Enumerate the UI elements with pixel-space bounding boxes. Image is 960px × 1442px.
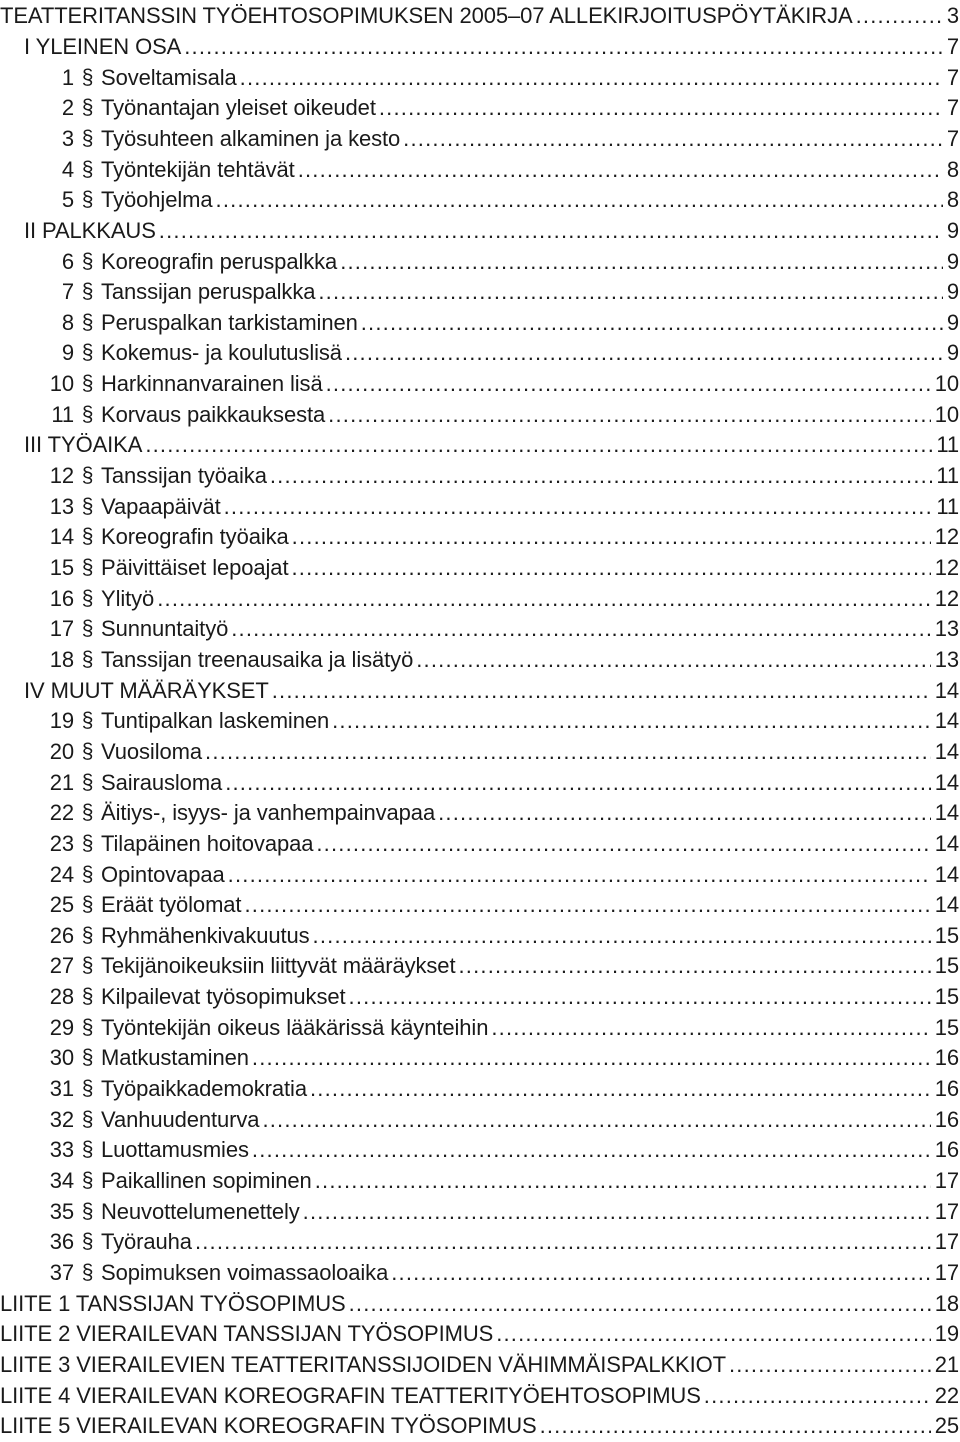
toc-entry-title: Kilpailevat työsopimukset [101, 984, 346, 1010]
section-number: 23 [49, 830, 74, 856]
toc-entry-title: Matkustaminen [101, 1045, 249, 1071]
dot-leader [403, 126, 943, 152]
toc-entry-section[interactable] [0, 1166, 959, 1197]
dot-leader [391, 1260, 931, 1286]
section-sign: § [81, 1260, 94, 1284]
page-number: 13 [934, 646, 959, 672]
toc-entry-title: I YLEINEN OSA [24, 33, 182, 59]
dot-leader [224, 494, 933, 520]
dot-leader [313, 923, 931, 949]
toc-entry-title: Opintovapaa [101, 861, 225, 887]
toc-entry-section[interactable] [0, 185, 959, 216]
page-number: 14 [934, 892, 959, 918]
toc-entry-section[interactable] [0, 399, 959, 430]
toc-entry-section[interactable] [0, 645, 959, 676]
section-number: 8 [61, 309, 74, 335]
section-number: 31 [49, 1076, 74, 1102]
section-number: 10 [49, 371, 74, 397]
section-number: 19 [49, 708, 74, 734]
toc-entry-title: Työohjelma [101, 187, 213, 213]
section-sign: § [81, 249, 94, 273]
dot-leader [310, 1076, 931, 1102]
toc-entry-title: Työntekijän oikeus lääkärissä käynteihin [101, 1014, 489, 1040]
section-sign: § [81, 586, 94, 610]
section-sign: § [81, 157, 94, 181]
page-number: 12 [934, 555, 959, 580]
section-number: 32 [49, 1106, 74, 1132]
section-number: 13 [49, 493, 74, 519]
dot-leader [225, 770, 931, 796]
toc-entry-title: Tilapäinen hoitovapaa [101, 830, 314, 856]
section-sign: § [81, 739, 94, 763]
toc-entry-section[interactable] [0, 737, 959, 768]
dot-leader [292, 524, 931, 550]
section-number: 12 [49, 463, 74, 489]
dot-leader [252, 1137, 931, 1163]
toc-entry-section[interactable] [0, 93, 959, 124]
dot-leader [704, 1383, 931, 1409]
toc-entry-section[interactable] [0, 1227, 959, 1258]
section-number: 1 [61, 64, 74, 90]
section-number: 25 [49, 892, 74, 918]
section-number: 9 [61, 340, 74, 366]
dot-leader [856, 3, 943, 29]
toc-entry-title: Sopimuksen voimassaoloaika [101, 1259, 389, 1285]
section-number: 6 [61, 248, 74, 274]
toc-entry-section[interactable] [0, 1196, 959, 1227]
section-sign: § [81, 126, 94, 150]
dot-leader [345, 340, 943, 366]
page-number: 12 [934, 524, 959, 550]
section-number: 30 [49, 1045, 74, 1071]
toc-entry-title: Vuosiloma [101, 738, 203, 764]
page-number: 17 [934, 1198, 959, 1224]
toc-entry-heading[interactable] [0, 430, 959, 461]
toc-entry-section[interactable] [0, 706, 959, 737]
toc-entry-title: Työntekijän tehtävät [101, 156, 295, 182]
section-number: 33 [49, 1137, 74, 1163]
toc-entry-section[interactable] [0, 614, 959, 645]
toc-entry-title: II PALKKAUS [24, 217, 156, 243]
toc-entry-section[interactable] [0, 982, 959, 1013]
toc-entry-title: Sairausloma [101, 769, 223, 795]
page-number: 7 [946, 33, 959, 59]
section-number: 28 [49, 984, 74, 1010]
section-number: 5 [61, 187, 74, 213]
dot-leader [318, 279, 943, 305]
toc-entry-section[interactable] [0, 921, 959, 952]
toc-entry-section[interactable] [0, 583, 959, 614]
toc-entry-title: III TYÖAIKA [24, 432, 143, 458]
toc-entry-heading[interactable] [0, 32, 959, 63]
page-number: 19 [934, 1321, 959, 1347]
toc-entry-section[interactable] [0, 491, 959, 522]
dot-leader [438, 800, 931, 826]
dot-leader [496, 1321, 931, 1347]
toc-entry-title: Paikallinen sopiminen [101, 1168, 312, 1193]
toc-entry-title: Työnantajan yleiset oikeudet [101, 95, 376, 121]
dot-leader [291, 555, 930, 581]
dot-leader [240, 65, 943, 91]
section-sign: § [81, 494, 94, 518]
dot-leader [252, 1045, 931, 1071]
toc-entry-section[interactable] [0, 1012, 959, 1043]
toc-entry-title: LIITE 5 VIERAILEVAN KOREOGRAFIN TYÖSOPIMUS [0, 1413, 537, 1439]
dot-leader [195, 1229, 931, 1255]
toc-entry-title: Kokemus- ja koulutuslisä [101, 340, 342, 366]
section-sign: § [81, 341, 94, 365]
page-number: 10 [934, 371, 959, 397]
dot-leader [231, 616, 930, 642]
toc-entry-title: Vapaapäivät [101, 493, 221, 519]
page-number: 15 [934, 953, 959, 979]
toc-entry-title: LIITE 1 TANSSIJAN TYÖSOPIMUS [0, 1290, 346, 1316]
dot-leader [270, 463, 933, 489]
section-number: 15 [49, 555, 74, 580]
toc-entry-section[interactable] [0, 553, 959, 584]
section-number: 20 [49, 738, 74, 764]
page-number: 14 [934, 861, 959, 887]
toc-entry-title: Ylityö [101, 585, 155, 611]
section-sign: § [81, 1077, 94, 1101]
toc-entry-title: Vanhuudenturva [101, 1106, 260, 1132]
page-number: 9 [946, 340, 959, 366]
page-number: 8 [946, 187, 959, 213]
section-sign: § [81, 402, 94, 426]
dot-leader [316, 831, 930, 857]
page-number: 8 [946, 156, 959, 182]
toc-entry-title: Äitiys-, isyys- ja vanhempainvapaa [101, 800, 436, 826]
toc-entry-title: Tekijänoikeuksiin liittyvät määräykset [101, 953, 456, 979]
toc-entry-title: Korvaus paikkauksesta [101, 401, 326, 427]
section-sign: § [81, 647, 94, 671]
toc-entry-heading[interactable] [0, 1380, 959, 1411]
page-number: 11 [936, 493, 959, 519]
page-number: 11 [936, 432, 959, 458]
dot-leader [244, 892, 930, 918]
page-number: 14 [934, 738, 959, 764]
toc-entry-heading[interactable] [0, 675, 959, 706]
page-number: 15 [934, 1014, 959, 1040]
section-sign: § [81, 372, 94, 396]
section-number: 14 [49, 524, 74, 550]
page-number: 14 [934, 769, 959, 795]
dot-leader [458, 953, 930, 979]
toc-entry-title: LIITE 4 VIERAILEVAN KOREOGRAFIN TEATTERITYÖEHTOSOPIMUS [0, 1382, 701, 1408]
section-number: 17 [49, 616, 74, 642]
page-number: 14 [934, 708, 959, 734]
dot-leader [184, 34, 943, 60]
page-number: 16 [934, 1045, 959, 1071]
section-sign: § [81, 1169, 94, 1192]
toc-entry-heading[interactable] [0, 1, 959, 32]
toc-entry-section[interactable] [0, 767, 959, 798]
toc-entry-section[interactable] [0, 1104, 959, 1135]
toc-entry-title: Sunnuntaityö [101, 616, 229, 642]
page-number: 13 [934, 616, 959, 642]
section-sign: § [81, 464, 94, 488]
dot-leader [349, 984, 931, 1010]
page-number: 7 [946, 125, 959, 151]
section-sign: § [81, 985, 94, 1009]
dot-leader [491, 1015, 930, 1041]
toc-entry-title: Eräät työlomat [101, 892, 242, 918]
toc-entry-heading[interactable] [0, 1288, 959, 1319]
page-number: 15 [934, 984, 959, 1010]
section-sign: § [81, 280, 94, 304]
section-sign: § [81, 556, 94, 579]
section-number: 22 [49, 800, 74, 826]
page-number: 9 [946, 217, 959, 243]
toc-entry-title: Ryhmähenkivakuutus [101, 922, 310, 948]
section-sign: § [81, 709, 94, 733]
section-number: 27 [49, 953, 74, 979]
toc-entry-heading[interactable] [0, 1350, 959, 1381]
toc-entry-title: IV MUUT MÄÄRÄYKSET [24, 677, 269, 703]
dot-leader [416, 647, 931, 673]
section-sign: § [81, 188, 94, 212]
page-number: 15 [934, 922, 959, 948]
section-sign: § [81, 923, 94, 947]
toc-entry-title: Tanssijan peruspalkka [101, 279, 316, 305]
toc-entry-section[interactable] [0, 1135, 959, 1166]
toc-entry-section[interactable] [0, 1074, 959, 1105]
page-number: 3 [946, 3, 959, 29]
toc-entry-section[interactable] [0, 798, 959, 829]
section-number: 37 [49, 1259, 74, 1285]
section-number: 4 [61, 156, 74, 182]
toc-entry-title: LIITE 3 VIERAILEVIEN TEATTERITANSSIJOIDEN VÄHIMMÄISPALKKIOT [0, 1351, 726, 1377]
toc-entry-title: Työpaikkademokratia [101, 1076, 307, 1102]
toc-entry-title: Neuvottelumenettely [101, 1198, 300, 1224]
dot-leader [332, 708, 931, 734]
page-number: 9 [946, 279, 959, 305]
page-number: 14 [934, 800, 959, 826]
section-sign: § [81, 1046, 94, 1070]
section-sign: § [81, 862, 94, 886]
page-number: 11 [936, 463, 959, 489]
toc-entry-section[interactable] [0, 522, 959, 553]
section-sign: § [81, 525, 94, 549]
page-number: 18 [934, 1290, 959, 1316]
toc-entry-title: LIITE 2 VIERAILEVAN TANSSIJAN TYÖSOPIMUS [0, 1321, 494, 1347]
section-sign: § [81, 1199, 94, 1223]
toc-entry-section[interactable] [0, 277, 959, 308]
section-sign: § [81, 1107, 94, 1131]
toc-entry-title: Soveltamisala [101, 64, 237, 90]
section-sign: § [81, 310, 94, 334]
section-number: 7 [61, 279, 74, 305]
page-number: 9 [946, 248, 959, 274]
dot-leader [340, 249, 943, 275]
toc-entry-section[interactable] [0, 124, 959, 155]
toc-entry-section[interactable] [0, 246, 959, 277]
dot-leader [379, 95, 943, 121]
toc-entry-title: Luottamusmies [101, 1137, 249, 1163]
toc-entry-section[interactable] [0, 461, 959, 492]
dot-leader [303, 1199, 931, 1225]
page-number: 14 [934, 830, 959, 856]
dot-leader [205, 739, 931, 765]
page-number: 10 [934, 401, 959, 427]
toc-entry-section[interactable] [0, 829, 959, 860]
section-number: 36 [49, 1229, 74, 1255]
dot-leader [349, 1291, 931, 1317]
toc-entry-title: TEATTERITANSSIN TYÖEHTOSOPIMUKSEN 2005–07 ALLEKIRJOITUSPÖYTÄKIRJA [0, 3, 853, 29]
section-sign: § [81, 96, 94, 120]
dot-leader [326, 371, 931, 397]
section-sign: § [81, 1015, 94, 1039]
section-number: 21 [49, 769, 74, 795]
section-number: 11 [51, 401, 74, 427]
dot-leader [361, 310, 943, 336]
toc-entry-title: Koreografin työaika [101, 524, 289, 550]
page-number: 16 [934, 1137, 959, 1163]
section-number: 26 [49, 922, 74, 948]
dot-leader [145, 432, 932, 458]
toc-entry-section[interactable] [0, 369, 959, 400]
toc-entry-heading[interactable] [0, 1319, 959, 1350]
toc-entry-title: Tanssijan työaika [101, 463, 267, 489]
page-number: 21 [934, 1351, 959, 1377]
toc-entry-section[interactable] [0, 890, 959, 921]
toc-entry-section[interactable] [0, 1258, 959, 1289]
toc-entry-title: Päivittäiset lepoajat [101, 555, 289, 580]
page-number: 16 [934, 1106, 959, 1132]
toc-entry-heading[interactable] [0, 216, 959, 247]
section-sign: § [81, 770, 94, 794]
section-number: 18 [49, 646, 74, 672]
toc-entry-section[interactable] [0, 154, 959, 185]
toc-entry-title: Peruspalkan tarkistaminen [101, 309, 358, 335]
page-number: 7 [946, 95, 959, 121]
dot-leader [228, 862, 931, 888]
dot-leader [272, 678, 931, 704]
dot-leader [315, 1168, 931, 1194]
section-sign: § [81, 65, 94, 89]
section-number: 34 [49, 1168, 74, 1193]
toc-entry-title: Työsuhteen alkaminen ja kesto [101, 125, 401, 151]
section-number: 29 [49, 1014, 74, 1040]
toc-entry-title: Harkinnanvarainen lisä [101, 371, 323, 397]
page-number: 17 [934, 1168, 959, 1193]
dot-leader [729, 1352, 931, 1378]
section-sign: § [81, 617, 94, 641]
section-sign: § [81, 1230, 94, 1254]
section-number: 16 [49, 585, 74, 611]
toc-entry-title: Työrauha [101, 1229, 192, 1255]
toc-entry-section[interactable] [0, 859, 959, 890]
toc-entry-section[interactable] [0, 951, 959, 982]
toc-entry-title: Tuntipalkan laskeminen [101, 708, 330, 734]
dot-leader [540, 1413, 931, 1439]
dot-leader [157, 586, 931, 612]
page-number: 17 [934, 1259, 959, 1285]
toc-entry-section[interactable] [0, 1043, 959, 1074]
toc-entry-section[interactable] [0, 308, 959, 339]
section-sign: § [81, 831, 94, 855]
toc-entry-section[interactable] [0, 338, 959, 369]
toc-entry-title: Koreografin peruspalkka [101, 248, 338, 274]
dot-leader [216, 187, 943, 213]
dot-leader [328, 402, 931, 428]
section-number: 2 [61, 95, 74, 121]
section-number: 3 [61, 125, 74, 151]
section-sign: § [81, 801, 94, 825]
toc-entry-section[interactable] [0, 62, 959, 93]
page-number: 12 [934, 585, 959, 611]
section-sign: § [81, 1138, 94, 1162]
toc-entry-title: Tanssijan treenausaika ja lisätyö [101, 646, 414, 672]
page-number: 14 [934, 677, 959, 703]
page-number: 22 [934, 1382, 959, 1408]
page-number: 7 [946, 64, 959, 90]
page-number: 17 [934, 1229, 959, 1255]
dot-leader [298, 157, 943, 183]
dot-leader [159, 218, 943, 244]
page-number: 16 [934, 1076, 959, 1102]
section-sign: § [81, 893, 94, 917]
dot-leader [262, 1107, 930, 1133]
section-number: 35 [49, 1198, 74, 1224]
page-number: 25 [934, 1413, 959, 1439]
section-number: 24 [49, 861, 74, 887]
page-number: 9 [946, 309, 959, 335]
section-sign: § [81, 954, 94, 978]
